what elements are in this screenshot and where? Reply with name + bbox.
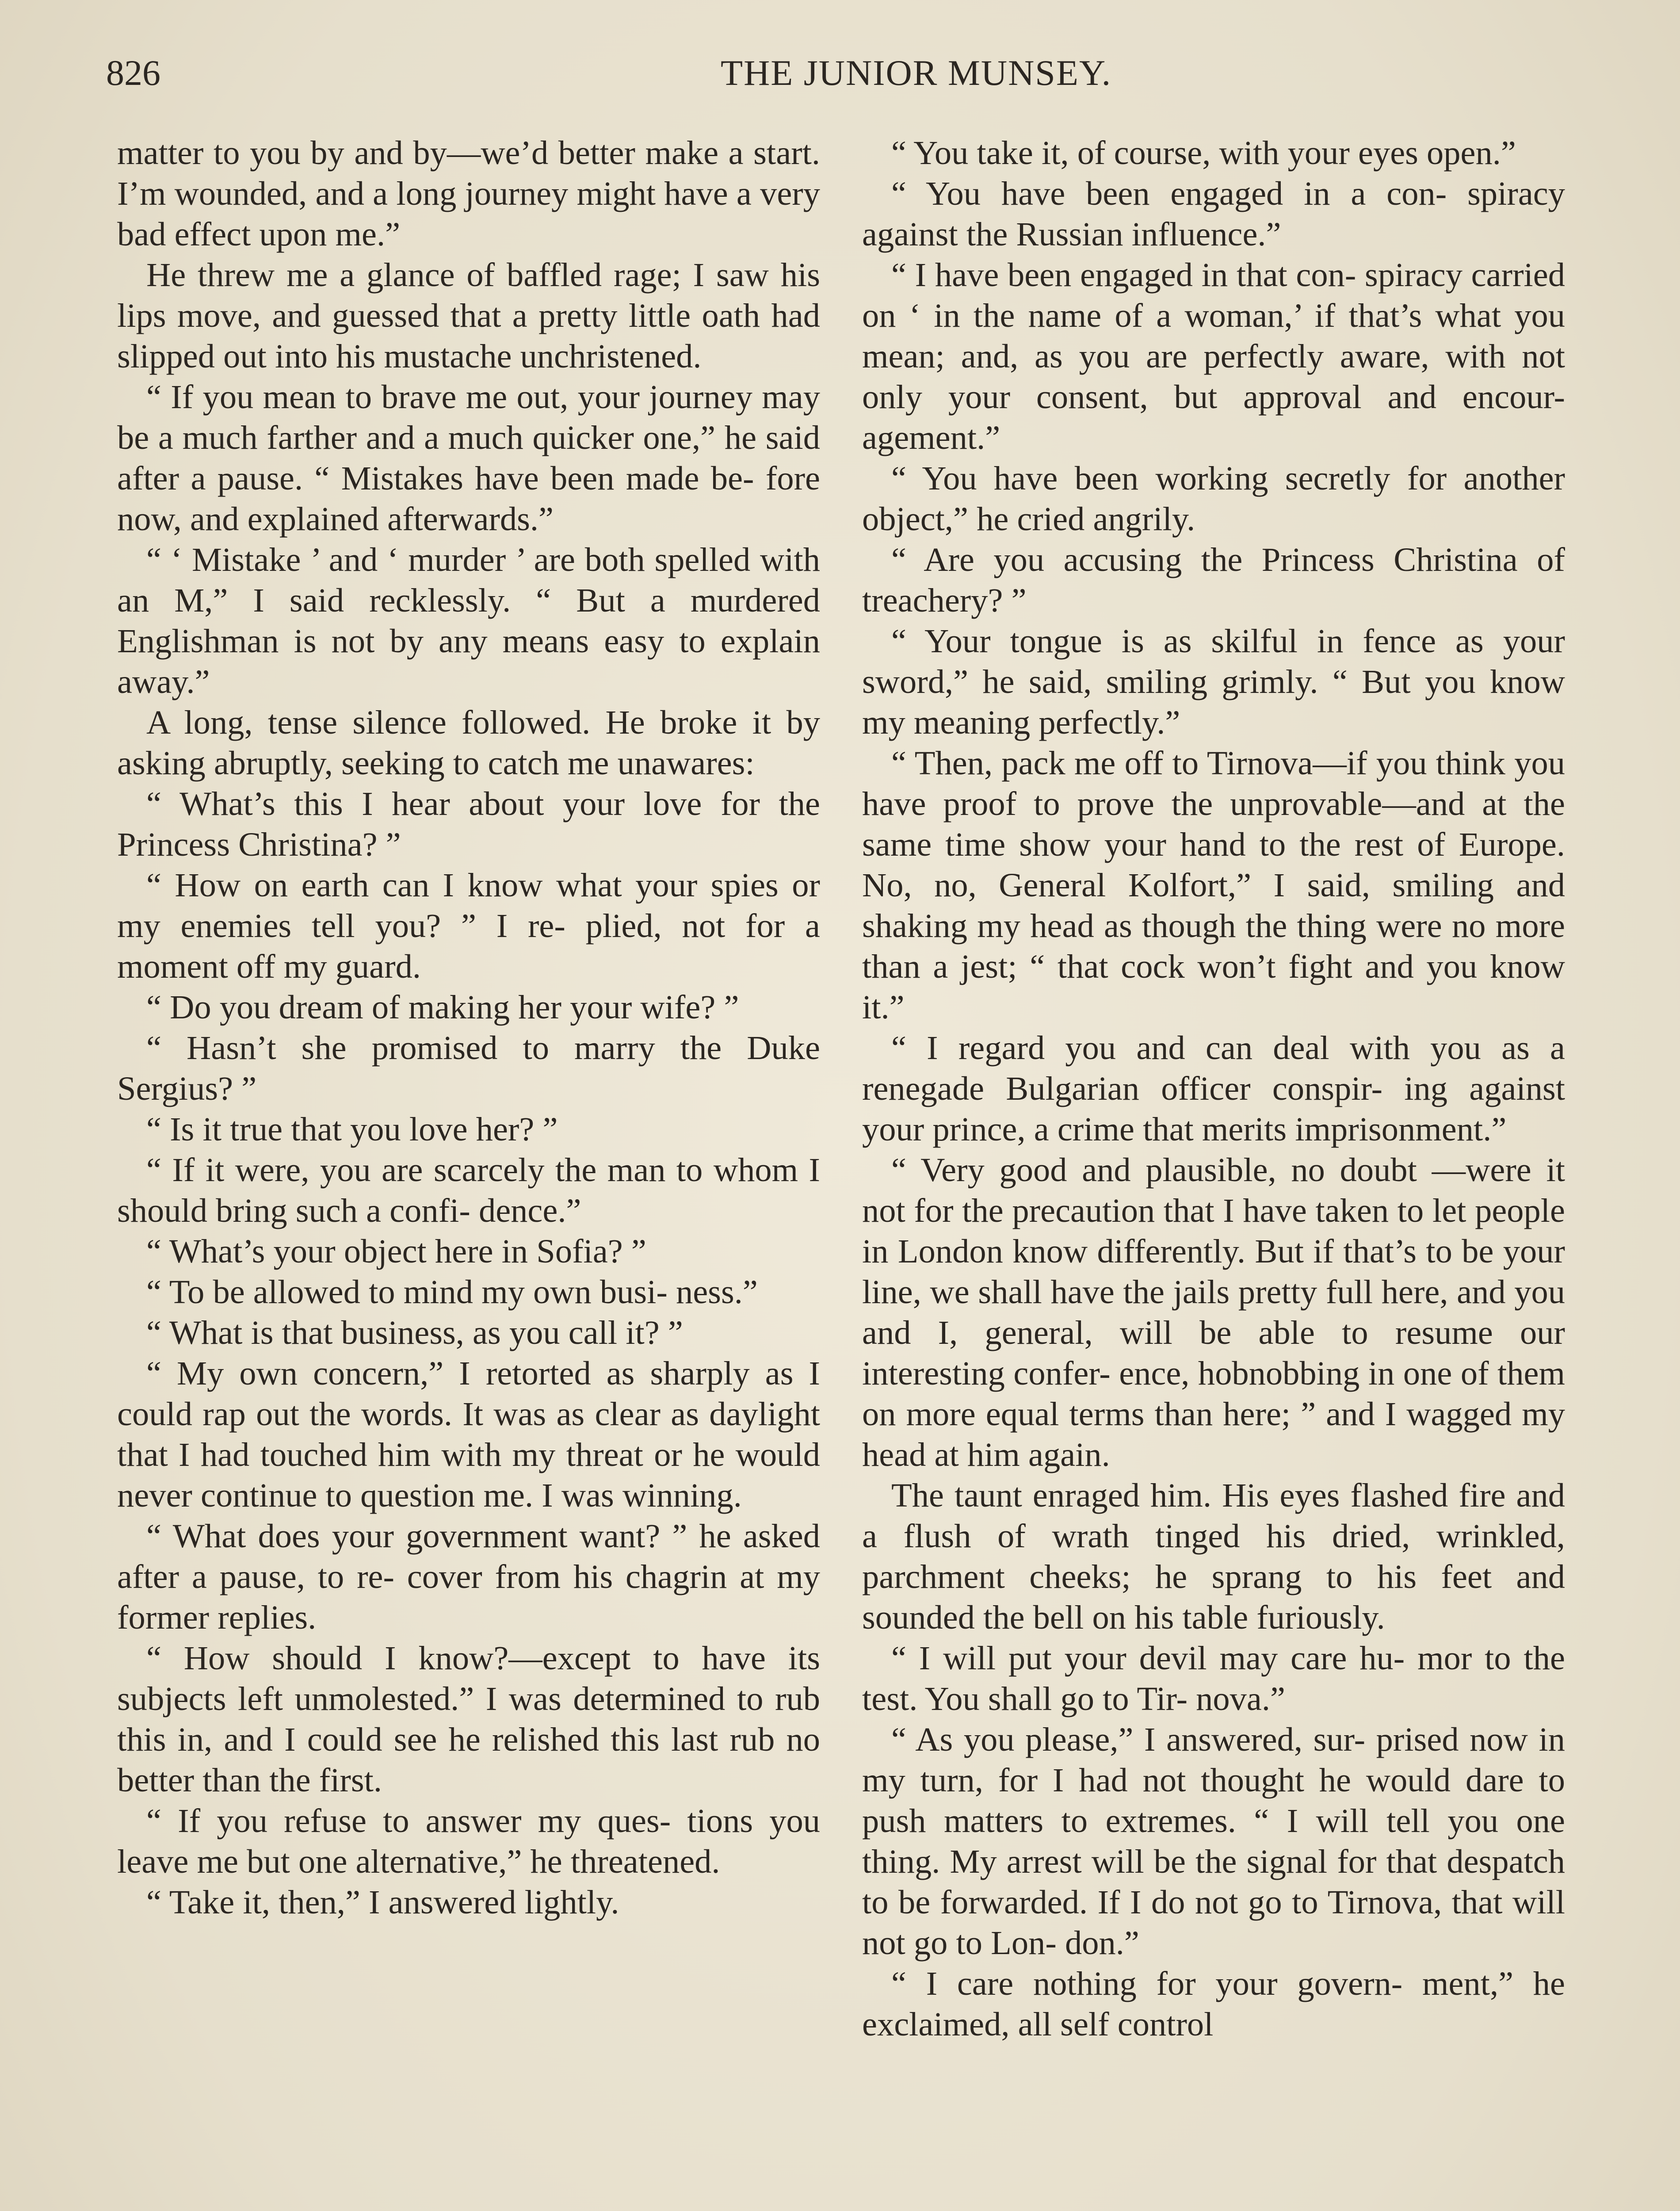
paragraph: He threw me a glance of baffled rage; I saw his lips move, and guessed that a pretty little oath had slipped out into his mustache unchristened. [117, 256, 820, 375]
page-header [106, 46, 1583, 99]
paragraph: “ What does your government want? ” he asked after a pause, to re- cover from his chagrin at my former replies. [117, 1517, 820, 1636]
page-number: 826 [106, 53, 160, 93]
paragraph: “ You have been working secretly for another object,” he cried angrily. [862, 459, 1565, 538]
paragraph: “ How should I know?—except to have its subjects left unmolested.” I was determined to rub this in, and I could see he relished this last rub no better than the first. [117, 1639, 820, 1799]
left-column [117, 133, 820, 1923]
paragraph: “ Is it true that you love her? ” [146, 1110, 558, 1148]
paragraph: A long, tense silence followed. He broke it by asking abruptly, seeking to catch me unawares: [117, 704, 820, 782]
paragraph: “ I have been engaged in that con- spiracy carried on ‘ in the name of a woman,’ if that’s what you mean; and, as you are perfectly aware, with not only your consent, but approval and encour- agement.” [862, 256, 1565, 456]
paragraph: “ I care nothing for your govern- ment,” he exclaimed, all self control [862, 1965, 1565, 2043]
paragraph: “ If it were, you are scarcely the man to whom I should bring such a confi- dence.” [117, 1151, 820, 1229]
paragraph: “ I regard you and can deal with you as a renegade Bulgarian officer conspir- ing against your prince, a crime that merits imprisonment.” [862, 1029, 1565, 1148]
paragraph: “ ‘ Mistake ’ and ‘ murder ’ are both spelled with an M,” I said recklessly. “ But a murdered Englishman is not by any means easy to explain away.” [117, 541, 820, 700]
paragraph: “ Are you accusing the Princess Christina of treachery? ” [862, 541, 1565, 619]
paragraph: “ What’s this I hear about your love for the Princess Christina? ” [117, 785, 820, 863]
paragraph: “ Then, pack me off to Tirnova—if you think you have proof to prove the unprovable—and at the same time show your hand to the rest of Europe. No, no, General Kolfort,” I said, smiling and shaking my head as though the thing were no more than a jest; “ that cock won’t fight and you know it.” [862, 744, 1565, 1026]
paragraph: “ You have been engaged in a con- spiracy against the Russian influence.” [862, 175, 1565, 253]
paragraph: “ To be allowed to mind my own busi- ness.” [146, 1273, 758, 1311]
paragraph: “ Hasn’t she promised to marry the Duke Sergius? ” [117, 1029, 820, 1107]
right-column [862, 133, 1565, 2045]
running-title: THE JUNIOR MUNSEY. [721, 53, 1112, 93]
paragraph: “ Do you dream of making her your wife? ” [146, 988, 739, 1026]
paragraph: “ Your tongue is as skilful in fence as your sword,” he said, smiling grimly. “ But you know my meaning perfectly.” [862, 622, 1565, 741]
paragraph: “ If you mean to brave me out, your journey may be a much farther and a much quicker one,” he said after a pause. “ Mistakes have been made be- fore now, and explained afterwards.” [117, 378, 820, 538]
paragraph: “ How on earth can I know what your spies or my enemies tell you? ” I re- plied, not for a moment off my guard. [117, 866, 820, 985]
paragraph: “ Take it, then,” I answered lightly. [146, 1883, 619, 1921]
paragraph: “ My own concern,” I retorted as sharply as I could rap out the words. It was as clear as daylight that I had touched him with my threat or he would never continue to question me. I was winning. [117, 1354, 820, 1514]
paragraph: The taunt enraged him. His eyes flashed fire and a flush of wrath tinged his dried, wrinkled, parchment cheeks; he sprang to his feet and sounded the bell on his table furiously. [862, 1477, 1565, 1636]
paragraph: “ I will put your devil may care hu- mor to the test. You shall go to Tir- nova.” [862, 1639, 1565, 1718]
paragraph: “ Very good and plausible, no doubt —were it not for the precaution that I have taken to let people in London know differently. But if that’s to be your line, we shall have the jails pretty full here, and you and I, general, will be able to resume our interesting confer- ence, hobnobbing in one of them on more equal terms than here; ” and I wagged my head at him again. [862, 1151, 1565, 1473]
paragraph: “ You take it, of course, with your eyes open.” [891, 134, 1516, 172]
paragraph: “ If you refuse to answer my ques- tions you leave me but one alternative,” he threatened. [117, 1802, 820, 1880]
paragraph: “ As you please,” I answered, sur- prised now in my turn, for I had not thought he would dare to push matters to extremes. “ I will tell you one thing. My arrest will be the signal for that despatch to be forwarded. If I do not go to Tirnova, that will not go to Lon- don.” [862, 1721, 1565, 1962]
paragraph: “ What’s your object here in Sofia? ” [146, 1232, 646, 1270]
paragraph: matter to you by and by—we’d better make a start. I’m wounded, and a long journey might have a very bad effect upon me.” [117, 134, 820, 253]
paragraph: “ What is that business, as you call it? ” [146, 1314, 683, 1351]
